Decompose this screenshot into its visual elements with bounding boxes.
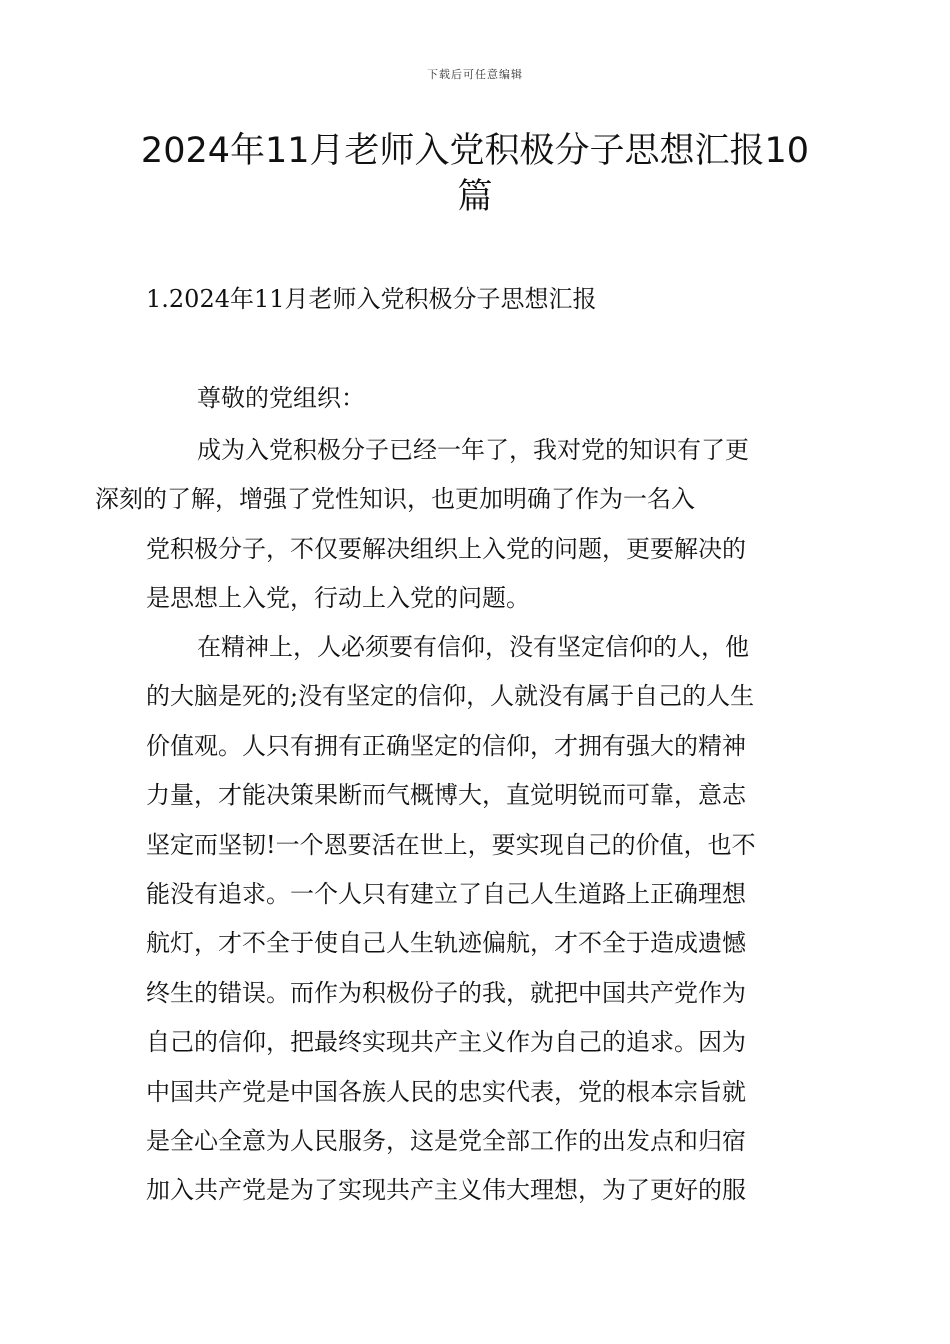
title-line-2: 篇 bbox=[457, 177, 493, 217]
paragraph-2-line: 价值观。人只有拥有正确坚定的信仰，才拥有强大的精神 bbox=[146, 731, 746, 760]
paragraph-1 bbox=[95, 426, 818, 624]
paragraph-2-line: 是全心全意为人民服务，这是党全部工作的出发点和归宿 bbox=[146, 1127, 746, 1156]
paragraph-2-line: 力量，才能决策果断而气概博大，直觉明锐而可靠，意志 bbox=[146, 781, 746, 810]
paragraph-2 bbox=[146, 623, 818, 1216]
paragraph-2-line: 坚定而坚韧!一个恩要活在世上，要实现自己的价值，也不 bbox=[146, 830, 756, 859]
paragraph-2-line: 在精神上，人必须要有信仰，没有坚定信仰的人，他 bbox=[197, 633, 749, 661]
paragraph-1-line: 深刻的了解，增强了党性知识，也更加明确了作为一名入 bbox=[95, 485, 695, 514]
paragraph-2-line: 航灯，才不全于使自己人生轨迹偏航，才不全于造成遗憾 bbox=[146, 929, 746, 958]
paragraph-1-line: 是思想上入党，行动上入党的问题。 bbox=[146, 584, 530, 613]
paragraph-2-line: 终生的错误。而作为积极份子的我，就把中国共产党作为 bbox=[146, 978, 746, 1007]
greeting: 尊敬的党组织： bbox=[197, 384, 365, 412]
document-title bbox=[130, 128, 820, 220]
paragraph-1-line: 党积极分子，不仅要解决组织上入党的问题，更要解决的 bbox=[146, 534, 746, 563]
paragraph-2-line: 能没有追求。一个人只有建立了自己人生道路上正确理想 bbox=[146, 880, 746, 909]
section-heading: 1.2024年11月老师入党积极分子思想汇报 bbox=[146, 285, 597, 313]
paragraph-2-line: 自己的信仰，把最终实现共产主义作为自己的追求。因为 bbox=[146, 1028, 746, 1057]
header-note: 下载后可任意编辑 bbox=[427, 68, 523, 81]
title-line-1: 2024年11月老师入党积极分子思想汇报10 bbox=[140, 131, 810, 171]
paragraph-1-line: 成为入党积极分子已经一年了，我对党的知识有了更 bbox=[197, 436, 749, 464]
paragraph-2-line: 的大脑是死的;没有坚定的信仰，人就没有属于自己的人生 bbox=[146, 682, 755, 711]
paragraph-2-line: 中国共产党是中国各族人民的忠实代表，党的根本宗旨就 bbox=[146, 1077, 746, 1106]
paragraph-2-line: 加入共产党是为了实现共产主义伟大理想，为了更好的服 bbox=[146, 1176, 746, 1205]
